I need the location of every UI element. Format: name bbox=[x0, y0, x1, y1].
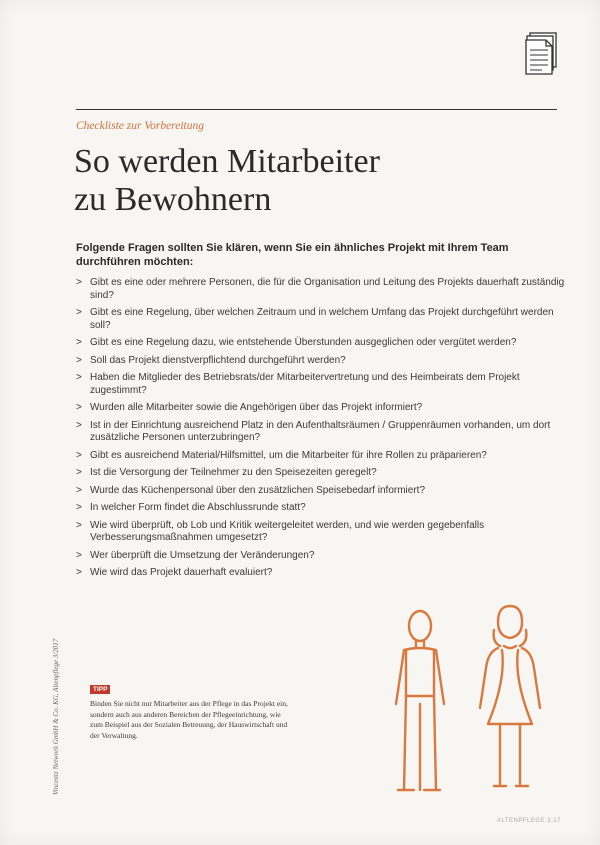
question-item: > Ist die Versorgung der Teilnehmer zu den Speisezeiten geregelt? bbox=[76, 467, 566, 480]
document-icon bbox=[524, 32, 558, 76]
question-item: > In welcher Form findet die Abschlussrunde statt? bbox=[76, 502, 566, 515]
question-item: > Gibt es eine Regelung dazu, wie entstehende Überstunden ausgeglichen oder vergütet werden? bbox=[76, 337, 566, 350]
people-illustration bbox=[378, 600, 558, 800]
question-list bbox=[76, 277, 566, 585]
question-item: > Haben die Mitglieder des Betriebsrats/der Mitarbeitervertretung und des Heimbeirats dem Projekt zugestimmt? bbox=[76, 372, 566, 397]
section-subtitle: Checkliste zur Vorbereitung bbox=[76, 120, 204, 132]
title-line-2: zu Bewohnern bbox=[74, 181, 272, 218]
tip-badge: TIPP bbox=[90, 685, 110, 694]
question-item: > Wer überprüft die Umsetzung der Veränderungen? bbox=[76, 550, 566, 563]
question-item: > Soll das Projekt dienstverpflichtend durchgeführt werden? bbox=[76, 355, 566, 368]
side-credit: Vincentz Network GmbH & Co. KG, Altenpflege 3/2017 bbox=[52, 638, 60, 795]
question-item: > Wurden alle Mitarbeiter sowie die Angehörigen über das Projekt informiert? bbox=[76, 402, 566, 415]
question-item: > Wurde das Küchenpersonal über den zusätzlichen Speisebedarf informiert? bbox=[76, 485, 566, 498]
question-item: > Ist in der Einrichtung ausreichend Platz in den Aufenthaltsräumen / Gruppenräumen vorhanden, um dort zusätzliche Personen unterzubringen? bbox=[76, 420, 566, 445]
tip-text: Binden Sie nicht nur Mitarbeiter aus der Pflege in das Projekt ein, sondern auch aus anderen Bereichen der Pflegeeinrichtung, wie zum Beispiel aus der Sozialen Betreuung, der Hauswirtschaft und der Verwaltung. bbox=[90, 699, 288, 740]
top-divider bbox=[76, 109, 557, 110]
question-item: > Gibt es eine oder mehrere Personen, die für die Organisation und Leitung des Projekts dauerhaft zuständig sind? bbox=[76, 277, 566, 302]
page-footer: ALTENPFLEGE 3.17 bbox=[497, 818, 561, 824]
intro-text: Folgende Fragen sollten Sie klären, wenn Sie ein ähnliches Projekt mit Ihrem Team durchführen möchten: bbox=[76, 242, 509, 268]
man-figure bbox=[396, 611, 444, 790]
question-item: > Wie wird überprüft, ob Lob und Kritik weitergeleitet werden, und wie werden gegebenfalls Verbesserungsmaßnahmen umgesetzt? bbox=[76, 520, 566, 545]
question-item: > Gibt es eine Regelung, über welchen Zeitraum und in welchem Umfang das Projekt durchgeführt werden soll? bbox=[76, 307, 566, 332]
question-item: > Gibt es ausreichend Material/Hilfsmittel, um die Mitarbeiter für ihre Rollen zu präparieren? bbox=[76, 450, 566, 463]
question-item: > Wie wird das Projekt dauerhaft evaluiert? bbox=[76, 567, 566, 580]
woman-figure bbox=[480, 606, 540, 786]
title-line-1: So werden Mitarbeiter bbox=[74, 143, 380, 180]
page-title bbox=[74, 143, 544, 219]
